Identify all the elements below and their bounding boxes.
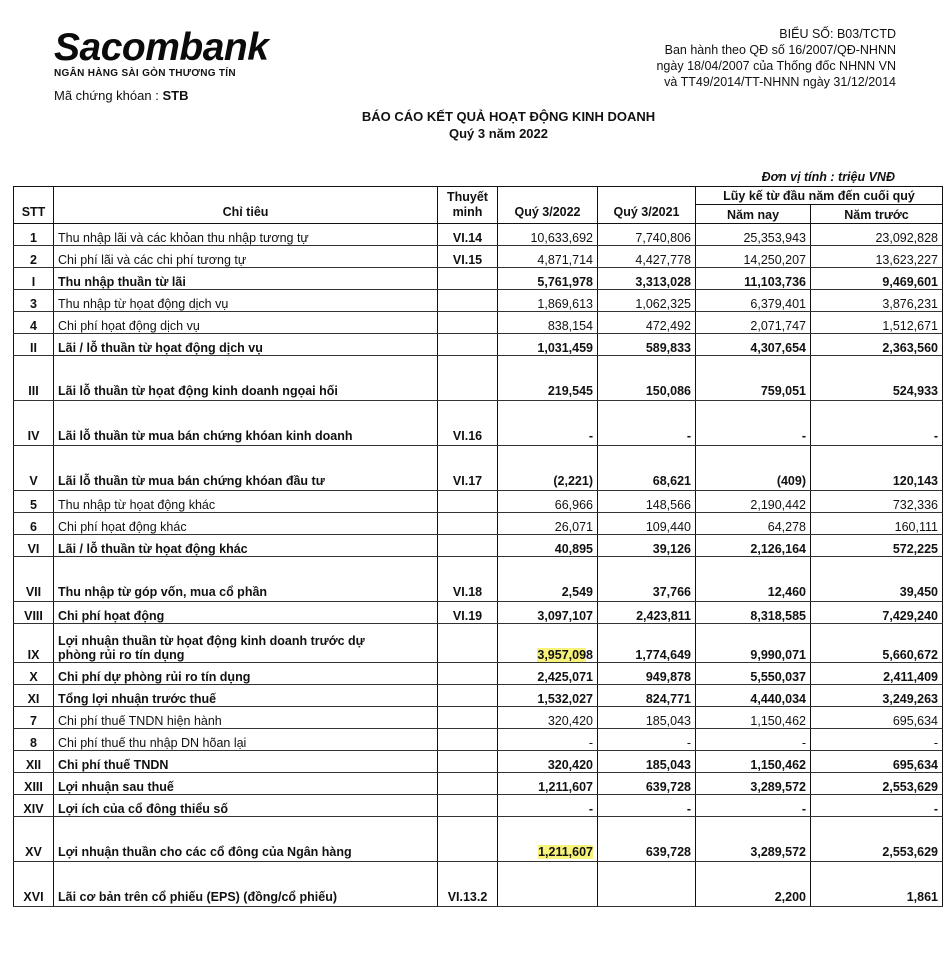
row-q3-2021: 7,740,806 — [598, 224, 696, 246]
highlighted-value: 3,957,09 — [537, 648, 587, 662]
row-note — [438, 707, 498, 729]
row-note — [438, 663, 498, 685]
row-label: Chi phí họat động — [54, 602, 438, 624]
row-note: VI.19 — [438, 602, 498, 624]
row-q3-2021: - — [598, 729, 696, 751]
row-note — [438, 773, 498, 795]
row-last-year: 1,512,671 — [811, 312, 943, 334]
row-last-year: 695,634 — [811, 707, 943, 729]
header-q3-2022: Quý 3/2022 — [498, 187, 598, 224]
row-note: VI.17 — [438, 446, 498, 491]
row-stt: 5 — [14, 491, 54, 513]
table-row — [14, 729, 943, 751]
form-info — [656, 26, 896, 90]
row-label: Chi phí dự phòng rủi ro tín dụng — [54, 663, 438, 685]
row-last-year: - — [811, 729, 943, 751]
row-note: VI.13.2 — [438, 862, 498, 907]
row-note: VI.18 — [438, 557, 498, 602]
row-label: Thu nhập thuần từ lãi — [54, 268, 438, 290]
row-last-year: 732,336 — [811, 491, 943, 513]
row-stt: IX — [14, 624, 54, 663]
row-stt: XIII — [14, 773, 54, 795]
table-row — [14, 401, 943, 446]
header-last-year: Năm trước — [811, 205, 943, 224]
row-note: VI.16 — [438, 401, 498, 446]
header-q3-2021: Quý 3/2021 — [598, 187, 696, 224]
row-label: Thu nhập từ họat động dịch vụ — [54, 290, 438, 312]
header-note-text: Thuyết minh — [447, 190, 488, 219]
row-q3-2021 — [598, 862, 696, 907]
row-q3-2022: 66,966 — [498, 491, 598, 513]
form-date: ngày 18/04/2007 của Thống đốc NHNN VN — [656, 59, 896, 73]
table-row — [14, 663, 943, 685]
table-row — [14, 751, 943, 773]
row-this-year: - — [696, 401, 811, 446]
row-q3-2022: - — [498, 729, 598, 751]
row-note — [438, 624, 498, 663]
table-row — [14, 224, 943, 246]
row-last-year: 39,450 — [811, 557, 943, 602]
table-row — [14, 862, 943, 907]
brand-name: Sacombank — [54, 26, 269, 69]
row-this-year: 3,289,572 — [696, 773, 811, 795]
ticker-value: STB — [162, 88, 189, 103]
row-q3-2021: - — [598, 401, 696, 446]
row-note — [438, 268, 498, 290]
row-this-year: 8,318,585 — [696, 602, 811, 624]
row-this-year: 11,103,736 — [696, 268, 811, 290]
value-rest: 8 — [586, 648, 593, 662]
row-stt: VIII — [14, 602, 54, 624]
row-stt: IV — [14, 401, 54, 446]
row-note — [438, 751, 498, 773]
row-this-year: 4,307,654 — [696, 334, 811, 356]
row-stt: VII — [14, 557, 54, 602]
row-last-year: 524,933 — [811, 356, 943, 401]
row-label: Lãi / lỗ thuần từ họat động khác — [54, 535, 438, 557]
header-cumulative: Lũy kế từ đầu năm đến cuối quý — [696, 187, 943, 205]
table-row — [14, 513, 943, 535]
row-q3-2021: - — [598, 795, 696, 817]
report-period: Quý 3 năm 2022 — [449, 126, 548, 141]
table-row — [14, 491, 943, 513]
row-last-year: 23,092,828 — [811, 224, 943, 246]
row-q3-2022: - — [498, 795, 598, 817]
row-this-year: 2,071,747 — [696, 312, 811, 334]
stock-ticker — [54, 88, 188, 103]
row-q3-2021: 37,766 — [598, 557, 696, 602]
row-last-year: 9,469,601 — [811, 268, 943, 290]
row-q3-2021: 639,728 — [598, 817, 696, 862]
row-label: Thu nhập từ họat động khác — [54, 491, 438, 513]
form-code: BIỂU SỐ: B03/TCTD — [779, 27, 896, 41]
row-last-year: - — [811, 401, 943, 446]
row-label: Lợi nhuận thuần cho các cổ đông của Ngân hàng — [54, 817, 438, 862]
row-stt: XII — [14, 751, 54, 773]
row-q3-2022: 219,545 — [498, 356, 598, 401]
row-stt: VI — [14, 535, 54, 557]
row-label: Lãi lỗ thuần từ mua bán chứng khóan kinh doanh — [54, 401, 438, 446]
row-label: Lãi / lỗ thuần từ họat động dịch vụ — [54, 334, 438, 356]
row-label: Chi phí họat động dịch vụ — [54, 312, 438, 334]
row-q3-2022 — [498, 817, 598, 862]
row-q3-2021: 639,728 — [598, 773, 696, 795]
row-last-year: 7,429,240 — [811, 602, 943, 624]
table-row — [14, 795, 943, 817]
row-last-year: 5,660,672 — [811, 624, 943, 663]
row-this-year: 759,051 — [696, 356, 811, 401]
row-this-year: 2,200 — [696, 862, 811, 907]
row-note: VI.15 — [438, 246, 498, 268]
row-q3-2022: 4,871,714 — [498, 246, 598, 268]
row-label: Chi phí thuế thu nhập DN hõan lại — [54, 729, 438, 751]
row-this-year: 64,278 — [696, 513, 811, 535]
row-q3-2022: 26,071 — [498, 513, 598, 535]
row-stt: XIV — [14, 795, 54, 817]
form-circular: và TT49/2014/TT-NHNN ngày 31/12/2014 — [664, 75, 896, 89]
row-this-year: 2,126,164 — [696, 535, 811, 557]
table-row — [14, 685, 943, 707]
table-row — [14, 334, 943, 356]
income-statement-table — [13, 186, 943, 907]
row-q3-2021: 1,774,649 — [598, 624, 696, 663]
row-q3-2021: 589,833 — [598, 334, 696, 356]
row-this-year: 5,550,037 — [696, 663, 811, 685]
form-decision: Ban hành theo QĐ số 16/2007/QĐ-NHNN — [664, 43, 896, 57]
row-q3-2021: 472,492 — [598, 312, 696, 334]
row-q3-2022: 40,895 — [498, 535, 598, 557]
row-stt: XV — [14, 817, 54, 862]
table-row — [14, 446, 943, 491]
row-q3-2022 — [498, 862, 598, 907]
table-row — [14, 557, 943, 602]
row-q3-2022: 5,761,978 — [498, 268, 598, 290]
table-row — [14, 602, 943, 624]
row-this-year: 4,440,034 — [696, 685, 811, 707]
row-note — [438, 491, 498, 513]
row-q3-2022: 10,633,692 — [498, 224, 598, 246]
row-this-year: 1,150,462 — [696, 751, 811, 773]
row-last-year: 3,249,263 — [811, 685, 943, 707]
row-q3-2021: 150,086 — [598, 356, 696, 401]
row-last-year: 572,225 — [811, 535, 943, 557]
row-q3-2022: 1,031,459 — [498, 334, 598, 356]
row-stt: 7 — [14, 707, 54, 729]
table-row — [14, 817, 943, 862]
table-row — [14, 268, 943, 290]
row-stt: 4 — [14, 312, 54, 334]
table-row — [14, 535, 943, 557]
row-stt: V — [14, 446, 54, 491]
row-last-year: 3,876,231 — [811, 290, 943, 312]
row-this-year: (409) — [696, 446, 811, 491]
row-stt: XVI — [14, 862, 54, 907]
row-last-year: 13,623,227 — [811, 246, 943, 268]
table-row — [14, 773, 943, 795]
row-q3-2022 — [498, 624, 598, 663]
row-last-year: 160,111 — [811, 513, 943, 535]
row-label: Chi phí thuế TNDN hiện hành — [54, 707, 438, 729]
table-row — [14, 290, 943, 312]
brand-subtitle: NGÂN HÀNG SÀI GÒN THƯƠNG TÍN — [54, 68, 236, 79]
row-last-year: 120,143 — [811, 446, 943, 491]
row-note — [438, 817, 498, 862]
row-label: Chi phí họat động khác — [54, 513, 438, 535]
row-last-year: 2,411,409 — [811, 663, 943, 685]
ticker-label: Mã chứng khóan : — [54, 88, 159, 103]
row-stt: 2 — [14, 246, 54, 268]
header-stt: STT — [14, 187, 54, 224]
row-stt: XI — [14, 685, 54, 707]
row-label-line2: phòng rủi ro tín dụng — [58, 648, 185, 662]
report-title-block — [0, 108, 947, 142]
report-title: BÁO CÁO KẾT QUẢ HOẠT ĐỘNG KINH DOANH — [361, 109, 656, 124]
row-q3-2021: 4,427,778 — [598, 246, 696, 268]
header-this-year: Năm nay — [696, 205, 811, 224]
row-this-year: 6,379,401 — [696, 290, 811, 312]
row-stt: I — [14, 268, 54, 290]
row-q3-2021: 185,043 — [598, 751, 696, 773]
row-this-year: 1,150,462 — [696, 707, 811, 729]
row-q3-2021: 949,878 — [598, 663, 696, 685]
row-label: Chi phí lãi và các chi phí tương tự — [54, 246, 438, 268]
row-this-year: 3,289,572 — [696, 817, 811, 862]
sacombank-logo — [54, 28, 268, 79]
row-note — [438, 290, 498, 312]
row-last-year: 2,553,629 — [811, 817, 943, 862]
row-this-year: 12,460 — [696, 557, 811, 602]
row-q3-2022: (2,221) — [498, 446, 598, 491]
row-stt: 1 — [14, 224, 54, 246]
row-q3-2021: 2,423,811 — [598, 602, 696, 624]
row-q3-2022: 320,420 — [498, 707, 598, 729]
row-label: Lãi cơ bản trên cổ phiếu (EPS) (đồng/cổ phiếu) — [54, 862, 438, 907]
row-last-year: - — [811, 795, 943, 817]
row-this-year: 9,990,071 — [696, 624, 811, 663]
row-label: Lợi ích của cổ đông thiểu số — [54, 795, 438, 817]
table-row — [14, 356, 943, 401]
row-label: Thu nhập lãi và các khỏan thu nhập tương tự — [54, 224, 438, 246]
row-last-year: 2,363,560 — [811, 334, 943, 356]
row-note — [438, 535, 498, 557]
row-label: Lợi nhuận sau thuế — [54, 773, 438, 795]
row-note — [438, 513, 498, 535]
row-stt: X — [14, 663, 54, 685]
row-label — [54, 624, 438, 663]
row-note — [438, 334, 498, 356]
row-note — [438, 729, 498, 751]
row-q3-2021: 39,126 — [598, 535, 696, 557]
row-label-line1: Lợi nhuận thuần từ họat động kinh doanh trước dự — [58, 634, 365, 648]
row-stt: III — [14, 356, 54, 401]
row-q3-2022: 320,420 — [498, 751, 598, 773]
row-this-year: - — [696, 729, 811, 751]
row-label: Lãi lỗ thuần từ mua bán chứng khóan đầu tư — [54, 446, 438, 491]
table-row — [14, 707, 943, 729]
row-stt: 8 — [14, 729, 54, 751]
table-row — [14, 624, 943, 663]
row-q3-2021: 185,043 — [598, 707, 696, 729]
row-last-year: 695,634 — [811, 751, 943, 773]
row-note — [438, 356, 498, 401]
row-this-year: 2,190,442 — [696, 491, 811, 513]
row-last-year: 2,553,629 — [811, 773, 943, 795]
row-q3-2022: - — [498, 401, 598, 446]
row-note: VI.14 — [438, 224, 498, 246]
row-note — [438, 795, 498, 817]
header-indicator: Chỉ tiêu — [54, 187, 438, 224]
row-stt: 6 — [14, 513, 54, 535]
row-note — [438, 685, 498, 707]
row-q3-2022: 2,549 — [498, 557, 598, 602]
row-label: Tổng lợi nhuận trước thuế — [54, 685, 438, 707]
unit-label: Đơn vị tính : triệu VNĐ — [761, 170, 895, 184]
row-q3-2022: 1,211,607 — [498, 773, 598, 795]
row-q3-2021: 68,621 — [598, 446, 696, 491]
row-q3-2022: 2,425,071 — [498, 663, 598, 685]
row-q3-2022: 1,869,613 — [498, 290, 598, 312]
table-row — [14, 312, 943, 334]
row-q3-2021: 824,771 — [598, 685, 696, 707]
row-label: Thu nhập từ góp vốn, mua cổ phần — [54, 557, 438, 602]
row-q3-2021: 1,062,325 — [598, 290, 696, 312]
highlighted-value: 1,211,607 — [538, 845, 593, 859]
row-this-year: 25,353,943 — [696, 224, 811, 246]
row-label: Lãi lỗ thuần từ họat động kinh doanh ngọai hối — [54, 356, 438, 401]
row-last-year: 1,861 — [811, 862, 943, 907]
header-note — [438, 187, 498, 224]
row-q3-2022: 1,532,027 — [498, 685, 598, 707]
row-q3-2021: 148,566 — [598, 491, 696, 513]
table-row — [14, 246, 943, 268]
row-stt: II — [14, 334, 54, 356]
row-this-year: - — [696, 795, 811, 817]
row-this-year: 14,250,207 — [696, 246, 811, 268]
row-q3-2021: 109,440 — [598, 513, 696, 535]
row-label: Chi phí thuế TNDN — [54, 751, 438, 773]
row-note — [438, 312, 498, 334]
row-q3-2022: 3,097,107 — [498, 602, 598, 624]
row-stt: 3 — [14, 290, 54, 312]
row-q3-2021: 3,313,028 — [598, 268, 696, 290]
row-q3-2022: 838,154 — [498, 312, 598, 334]
